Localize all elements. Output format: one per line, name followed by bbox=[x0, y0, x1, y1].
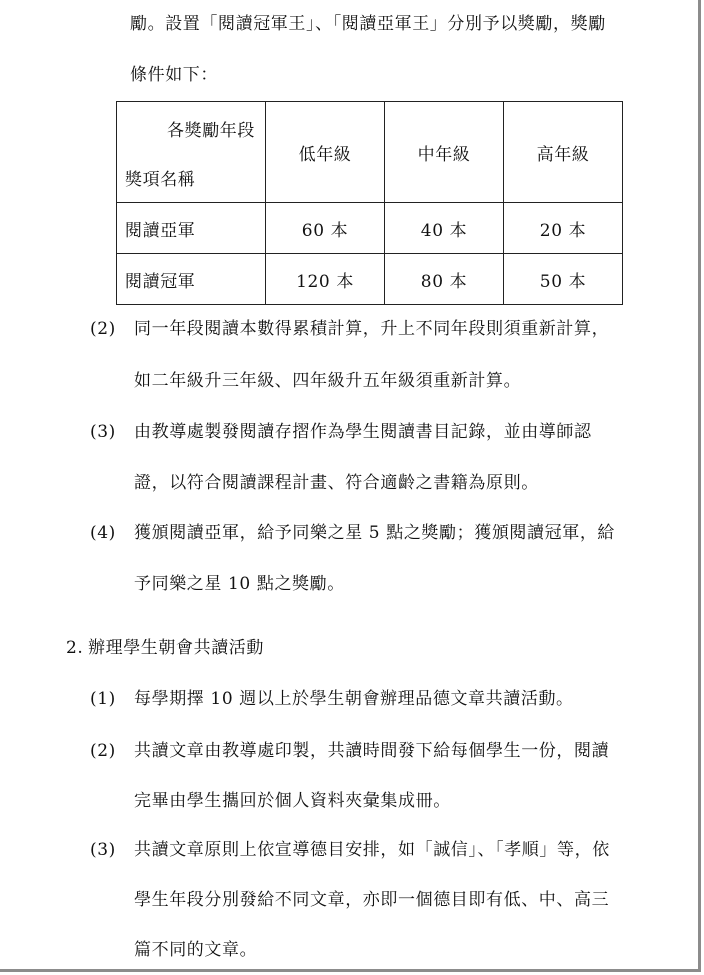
item-continuation: 予同樂之星 10 點之獎勵。 bbox=[134, 574, 345, 594]
intro-line-2: 條件如下： bbox=[130, 65, 218, 85]
table-cell: 80 本 bbox=[385, 254, 504, 305]
item-text: 共讀文章原則上依宣導德目安排，如「誠信」、「孝順」等，依 bbox=[134, 840, 610, 860]
table-corner-cell bbox=[117, 102, 266, 203]
corner-bottom-label: 獎項名稱 bbox=[125, 170, 196, 190]
list-item bbox=[90, 420, 592, 444]
corner-top-label: 各獎勵年段 bbox=[167, 121, 255, 141]
section-number: 2. bbox=[66, 638, 84, 658]
item-text: 共讀文章由教導處印製，共讀時間發下給每個學生一份，閱讀 bbox=[134, 741, 610, 761]
list-item bbox=[90, 838, 610, 862]
item-continuation: 學生年段分別發給不同文章，亦即一個德目即有低、中、高三 bbox=[134, 890, 610, 910]
item-number: (4) bbox=[90, 523, 116, 543]
item-text: 同一年段閱讀本數得累積計算，升上不同年段則須重新計算， bbox=[134, 319, 610, 339]
column-header: 中年級 bbox=[385, 102, 504, 203]
column-header: 低年級 bbox=[266, 102, 385, 203]
table-cell: 120 本 bbox=[266, 254, 385, 305]
item-number: (3) bbox=[90, 840, 116, 860]
item-continuation: 如二年級升三年級、四年級升五年級須重新計算。 bbox=[134, 371, 522, 391]
item-text: 每學期擇 10 週以上於學生朝會辦理品德文章共讀活動。 bbox=[134, 689, 574, 709]
section-title: 辦理學生朝會共讀活動 bbox=[88, 638, 264, 658]
table-cell: 20 本 bbox=[504, 203, 623, 254]
item-continuation: 篇不同的文章。 bbox=[134, 940, 258, 960]
table-cell: 40 本 bbox=[385, 203, 504, 254]
item-number: (3) bbox=[90, 422, 116, 442]
table-header-row bbox=[117, 102, 623, 203]
table-cell: 60 本 bbox=[266, 203, 385, 254]
row-label: 閱讀冠軍 bbox=[117, 254, 266, 305]
award-criteria-table bbox=[116, 101, 623, 305]
table-row bbox=[117, 203, 623, 254]
table-row bbox=[117, 254, 623, 305]
item-text: 獲頒閱讀亞軍，給予同樂之星 5 點之獎勵；獲頒閱讀冠軍，給 bbox=[134, 523, 616, 543]
item-text: 由教導處製發閱讀存摺作為學生閱讀書目記錄，並由導師認 bbox=[134, 422, 592, 442]
intro-line-1: 勵。設置「閱讀冠軍王」、「閱讀亞軍王」分別予以獎勵，獎勵 bbox=[130, 14, 606, 34]
item-number: (2) bbox=[90, 741, 116, 761]
list-item bbox=[90, 521, 615, 545]
list-item bbox=[90, 687, 574, 711]
column-header: 高年級 bbox=[504, 102, 623, 203]
list-item bbox=[90, 739, 609, 763]
item-number: (1) bbox=[90, 689, 116, 709]
table-cell: 50 本 bbox=[504, 254, 623, 305]
section-heading bbox=[66, 636, 264, 660]
list-item bbox=[90, 317, 609, 341]
item-continuation: 完畢由學生攜回於個人資料夾彙集成冊。 bbox=[134, 791, 451, 811]
item-continuation: 證，以符合閱讀課程計畫、符合適齡之書籍為原則。 bbox=[134, 473, 539, 493]
row-label: 閱讀亞軍 bbox=[117, 203, 266, 254]
item-number: (2) bbox=[90, 319, 116, 339]
